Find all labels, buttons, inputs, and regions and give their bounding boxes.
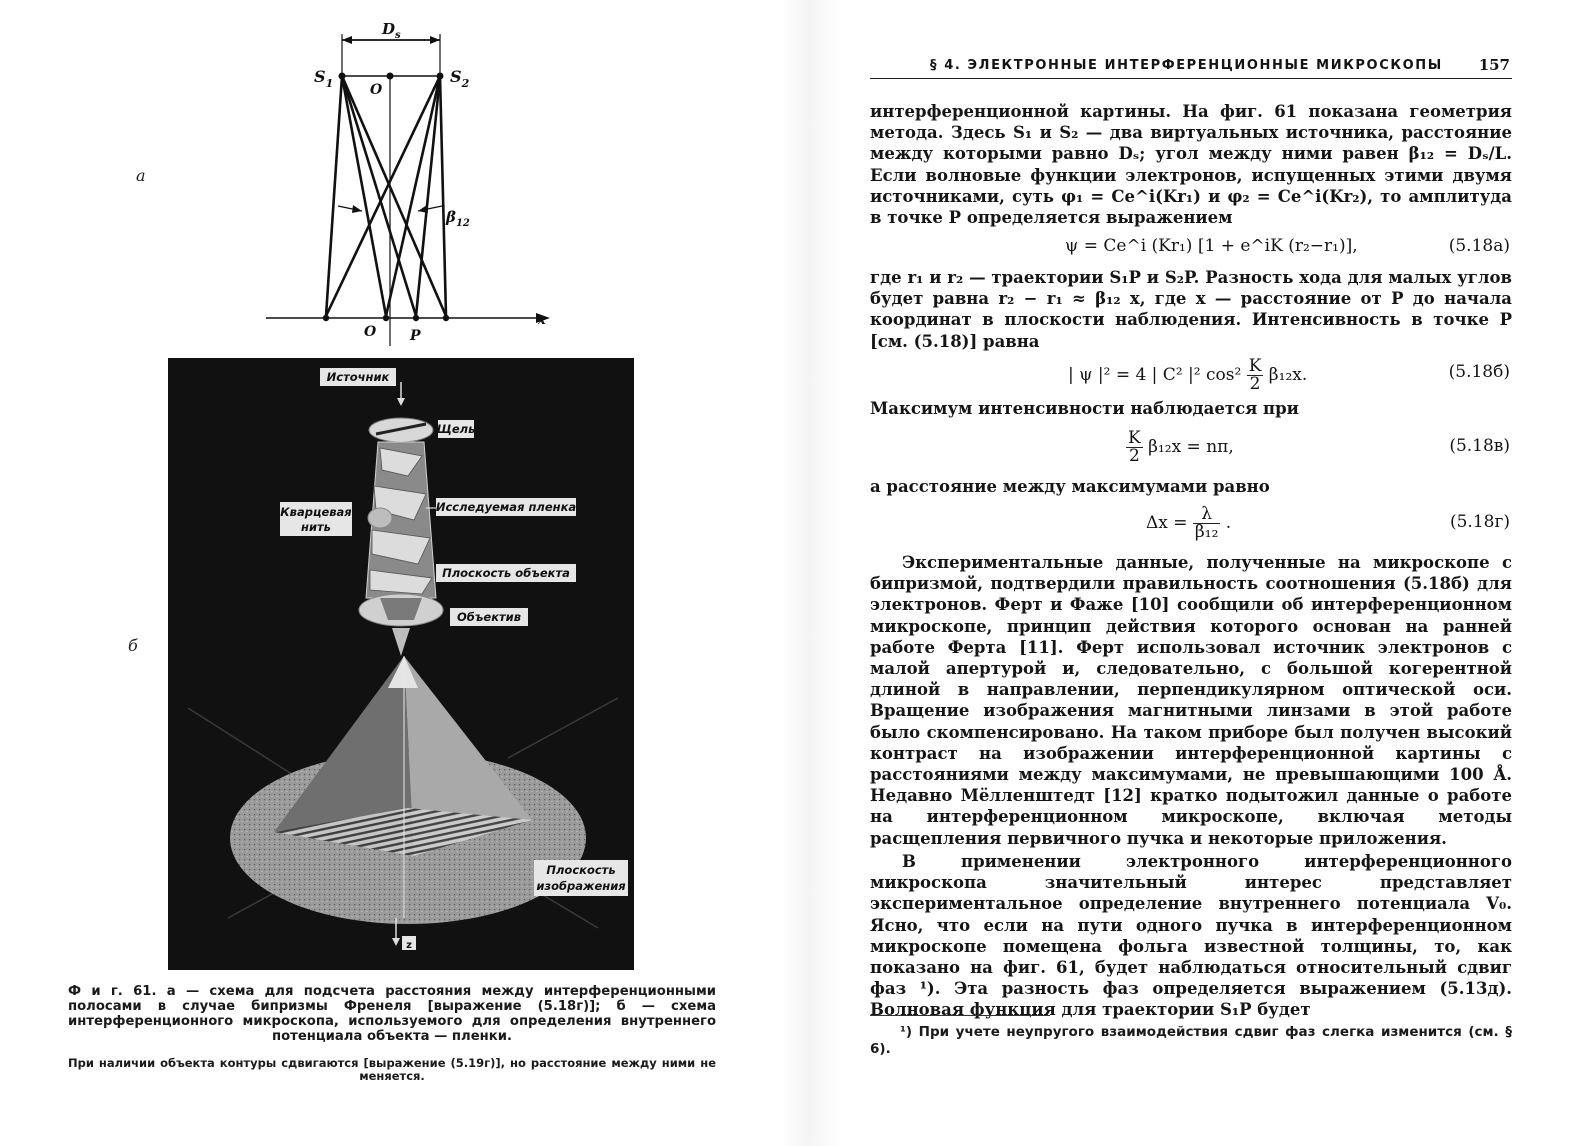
equation-5-18b xyxy=(870,352,1512,392)
equation-5-18v-right: β₁₂x = nπ, xyxy=(1148,437,1234,457)
equation-5-18g-number: (5.18г) xyxy=(1449,512,1510,532)
ds-label: $D_s$ xyxy=(382,20,401,41)
label-source: Источник xyxy=(326,370,390,384)
running-header-title: § 4. ЭЛЕКТРОННЫЕ ИНТЕРФЕРЕНЦИОННЫЕ МИКРОСКОПЫ xyxy=(930,58,1443,73)
equation-5-18v-fraction xyxy=(1126,430,1143,465)
equation-5-18b-left: | ψ |² = 4 | C² |² cos² xyxy=(1068,365,1242,385)
equation-5-18g-body xyxy=(1146,506,1231,541)
equation-5-18g-fraction-den: β₁₂ xyxy=(1194,522,1219,542)
paragraph-2: где r₁ и r₂ — траектории S₁P и S₂P. Разность хода для малых углов будет равна r₂ − r₁ ≈ β₁₂ x, где x — расстояние от P до начала координат в плоскости наблюдения. Интенсивность в точке P [см. (5.18)] равна xyxy=(870,268,1512,351)
footnote: ¹) При учете неупругого взаимодействия сдвиг фаз слегка изменится (см. § 6). xyxy=(870,1024,1512,1057)
beta-label: $\beta_{12}$ xyxy=(446,208,470,229)
figure-caption: Ф и г. 61. а — схема для подсчета расстояния между интерференционными полосами в случае бипризмы Френеля [выражение (5.18г)]; б — схема интерференционного микроскопа, используемого для определения внутреннего потенциала объекта — пленки. xyxy=(68,984,716,1044)
beta-arrowhead-left-icon xyxy=(352,205,362,213)
equation-5-18a-body: ψ = Ce^i (Kr₁) [1 + e^iK (r₂−r₁)], xyxy=(1065,236,1358,256)
beta-arrowhead-right-icon xyxy=(418,205,428,213)
interference-microscope-schematic xyxy=(168,358,634,970)
s1-label: $S_1$ xyxy=(314,67,334,90)
paragraph-5: Экспериментальные данные, полученные на микроскопе с бипризмой, подтвердили правильность соотношения (5.18б) для электронов. Ферт и Фаже [10] сообщили об интерференционном микроскопе, принцип действия которого основан на ранней работе Ферта [11]. Ферт использовал источник электронов с малой апертурой и, следовательно, с большой когерентной длиной в направлении, перпендикулярном оптической оси. Вращение изображения магнитными линзами в этой работе было скомпенсировано. На таком приборе был получен высокий контраст на изображении интерференционной картины с расстояниями между максимумами, не превышающими 100 Å. Недавно Мёлленштедт [12] кратко подытожил данные о работе на интерференционном микроскопе, включая методы расщепления первичного пучка и некоторые приложения. xyxy=(870,553,1512,848)
label-image-plane-line1: Плоскость xyxy=(546,863,616,877)
equation-5-18b-number: (5.18б) xyxy=(1448,362,1510,382)
x-axis-label: x xyxy=(538,313,546,328)
figure-label-b: б xyxy=(128,636,138,655)
equation-5-18b-fraction-num: K xyxy=(1248,356,1262,376)
origin-top-point xyxy=(387,73,394,80)
book-gutter xyxy=(780,0,840,1146)
footnote-rule xyxy=(870,1015,1050,1016)
running-header xyxy=(870,56,1512,79)
equation-5-18b-fraction-den: 2 xyxy=(1249,374,1261,394)
o-bottom-label: O xyxy=(364,324,377,340)
origin-bottom-point xyxy=(383,315,389,321)
label-object-plane: Плоскость объекта xyxy=(442,566,570,580)
s2-label: $S_2$ xyxy=(450,67,470,90)
ds-arrow-left-icon xyxy=(342,36,352,44)
label-objective: Объектив xyxy=(456,610,522,624)
ds-arrow-right-icon xyxy=(430,36,440,44)
label-z: z xyxy=(406,940,412,951)
equation-5-18v-body xyxy=(1126,430,1234,465)
paragraph-4: а расстояние между максимумами равно xyxy=(870,477,1270,496)
source-s1-point xyxy=(339,73,346,80)
equation-5-18v xyxy=(870,426,1512,466)
p-label: P xyxy=(410,328,421,344)
equation-5-18g xyxy=(870,502,1512,544)
equation-5-18a-number: (5.18а) xyxy=(1448,236,1510,256)
equation-5-18g-right: . xyxy=(1225,513,1232,533)
biprism-geometry-diagram xyxy=(250,10,570,350)
paragraph-6: В применении электронного интерференционного микроскопа значительный интерес представляет экспериментальное определение внутреннего потенциала V₀. Ясно, что если на пути одного пучка в интерференционном микроскопе помещена фольга известной толщины, то, как показано на фиг. 61, будет наблюдаться относительный сдвиг фаз ¹). Эта разность фаз определяется выражением (5.13д). Волновая функция для траектории S₁P будет xyxy=(870,852,1512,1020)
label-slit: Щель xyxy=(436,422,476,436)
page-number: 157 xyxy=(1478,56,1510,74)
equation-5-18v-fraction-den: 2 xyxy=(1128,446,1140,466)
paragraph-3: Максимум интенсивности наблюдается при xyxy=(870,399,1299,418)
label-quartz-line1: Кварцевая xyxy=(280,505,352,519)
ray-lines xyxy=(326,76,446,316)
figure-label-a: а xyxy=(136,166,146,185)
screen-point xyxy=(443,315,449,321)
equation-5-18g-fraction-num: λ xyxy=(1193,506,1220,524)
equation-5-18b-right: β₁₂x. xyxy=(1268,365,1308,385)
equation-5-18g-fraction xyxy=(1193,506,1220,541)
label-image-plane-line2: изображения xyxy=(536,879,626,893)
o-top-label: O xyxy=(370,82,383,98)
equation-5-18v-fraction-num: K xyxy=(1128,428,1141,448)
label-film: Исследуемая пленка xyxy=(435,500,577,514)
screen-point xyxy=(323,315,329,321)
equation-5-18b-fraction xyxy=(1247,358,1264,393)
equation-5-18b-body xyxy=(1068,358,1307,393)
quartz-filament xyxy=(368,508,392,528)
paragraph-1: интерференционной картины. На фиг. 61 показана геометрия метода. Здесь S₁ и S₂ — два виртуальных источника, расстояние между которыми равно Dₛ; угол между ними равен β₁₂ = Dₛ/L. Если волновые функции электронов, испущенных этими двумя источниками, суть φ₁ = Ce^i(Kr₁) и φ₂ = Ce^i(Kr₂), то амплитуда в точке P определяется выражением xyxy=(870,102,1512,228)
figure-caption-note: При наличии объекта контуры сдвигаются [выражение (5.19г)], но расстояние между ними не меняется. xyxy=(68,1056,716,1083)
source-s2-point xyxy=(437,73,444,80)
equation-5-18a xyxy=(870,236,1512,260)
point-p xyxy=(413,315,419,321)
equation-5-18g-left: Δx = xyxy=(1146,513,1188,533)
label-quartz-line2: нить xyxy=(301,520,331,534)
equation-5-18v-number: (5.18в) xyxy=(1449,436,1510,456)
